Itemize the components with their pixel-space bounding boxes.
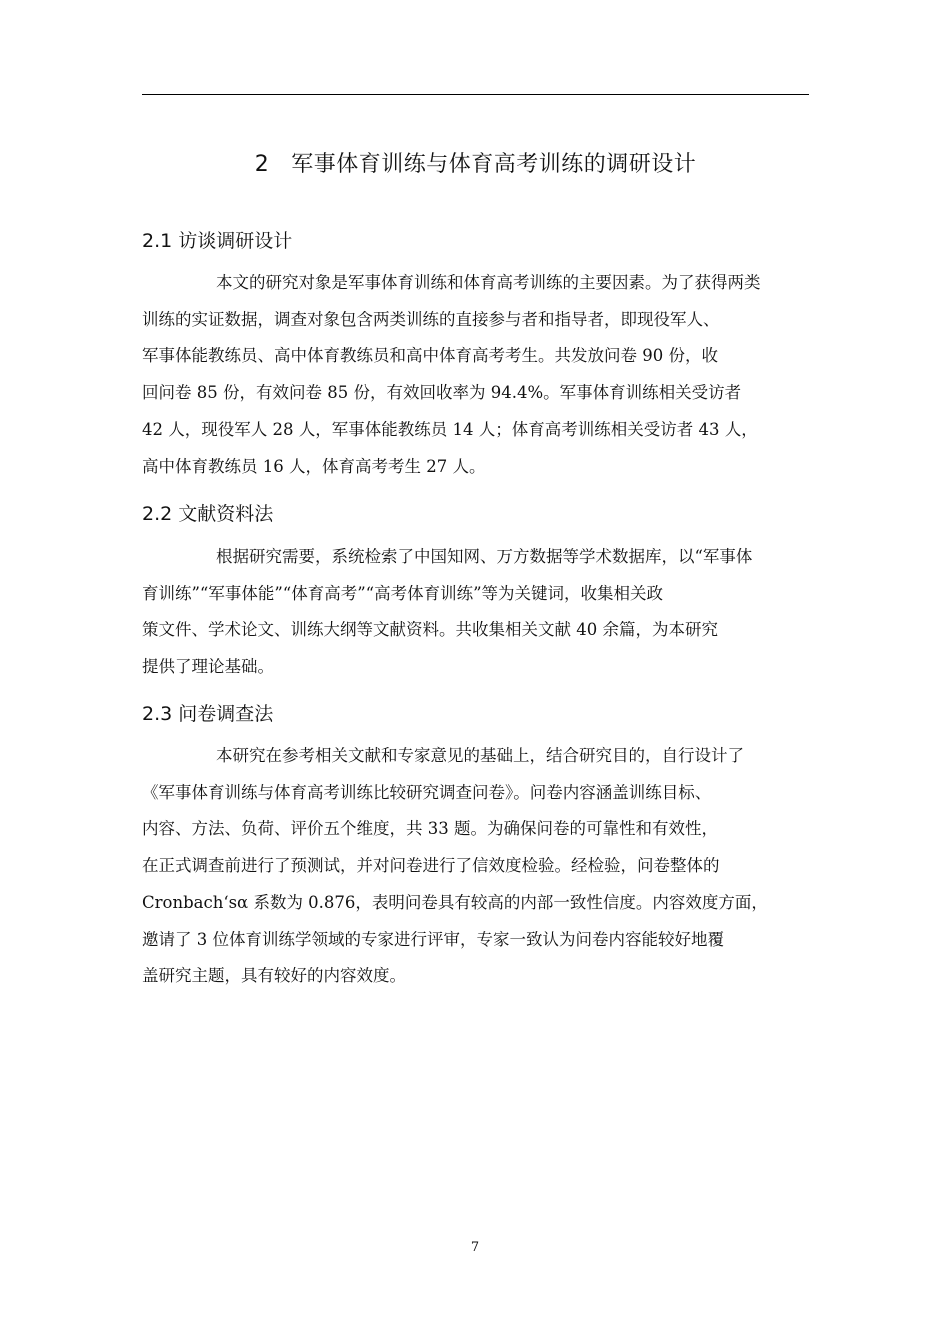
chapter-number: 2 (254, 152, 270, 177)
paragraph-line: 邀请了 3 位体育训练学领域的专家进行评审，专家一致认为问卷内容能较好地覆 (142, 929, 724, 949)
paragraph-line: 回问卷 85 份，有效问卷 85 份，有效回收率为 94.4%。军事体育训练相关受访者 (142, 383, 742, 403)
paragraph-line: 盖研究主题，具有较好的内容效度。 (142, 966, 406, 986)
paragraph-line: 军事体能教练员、高中体育教练员和高中体育高考考生。共发放问卷 90 份，收 (142, 346, 718, 366)
paragraph-line: Cronbach‘sα 系数为 0.876，表明问卷具有较高的内部一致性信度。内容效度方面， (142, 892, 768, 912)
page-number: 7 (470, 1240, 480, 1255)
paragraph-line: 本研究在参考相关文献和专家意见的基础上，结合研究目的，自行设计了 (216, 746, 744, 765)
paragraph-line: 《军事体育训练与体育高考训练比较研究调查问卷》。问卷内容涵盖训练目标、 (142, 782, 712, 802)
paragraph-line: 策文件、学术论文、训练大纲等文献资料。共收集相关文献 40 余篇，为本研究 (142, 620, 718, 640)
section-heading-2-2: 2.2 文献资料法 (142, 503, 274, 525)
chapter-title (142, 148, 809, 182)
paragraph-line: 在正式调查前进行了预测试，并对问卷进行了信效度检验。经检验，问卷整体的 (142, 856, 720, 876)
paragraph-line: 42 人，现役军人 28 人，军事体能教练员 14 人；体育高考训练相关受访者 43 人， (142, 419, 758, 439)
paragraph-line: 高中体育教练员 16 人，体育高考考生 27 人。 (142, 456, 486, 476)
paragraph-line: 本文的研究对象是军事体育训练和体育高考训练的主要因素。为了获得两类 (216, 273, 761, 292)
paragraph-line: 育训练”“军事体能”“体育高考”“高考体育训练”等为关键词，收集相关政 (142, 583, 664, 603)
chapter-title-text: 军事体育训练与体育高考训练的调研设计 (291, 152, 697, 177)
section-heading-2-1: 2.1 访谈调研设计 (142, 230, 293, 252)
paragraph-line: 训练的实证数据，调查对象包含两类训练的直接参与者和指导者，即现役军人、 (142, 309, 720, 329)
paragraph-line: 提供了理论基础。 (142, 657, 274, 677)
paragraph-line: 根据研究需要，系统检索了中国知网、万方数据等学术数据库，以“军事体 (216, 547, 753, 566)
section-2-2-paragraph (142, 539, 810, 686)
section-2-3-paragraph (142, 738, 810, 995)
paragraph-line: 内容、方法、负荷、评价五个维度，共 33 题。为确保问卷的可靠性和有效性， (142, 819, 718, 839)
section-2-1-paragraph (142, 265, 810, 485)
header-rule (142, 94, 809, 95)
section-heading-2-3: 2.3 问卷调查法 (142, 703, 274, 725)
